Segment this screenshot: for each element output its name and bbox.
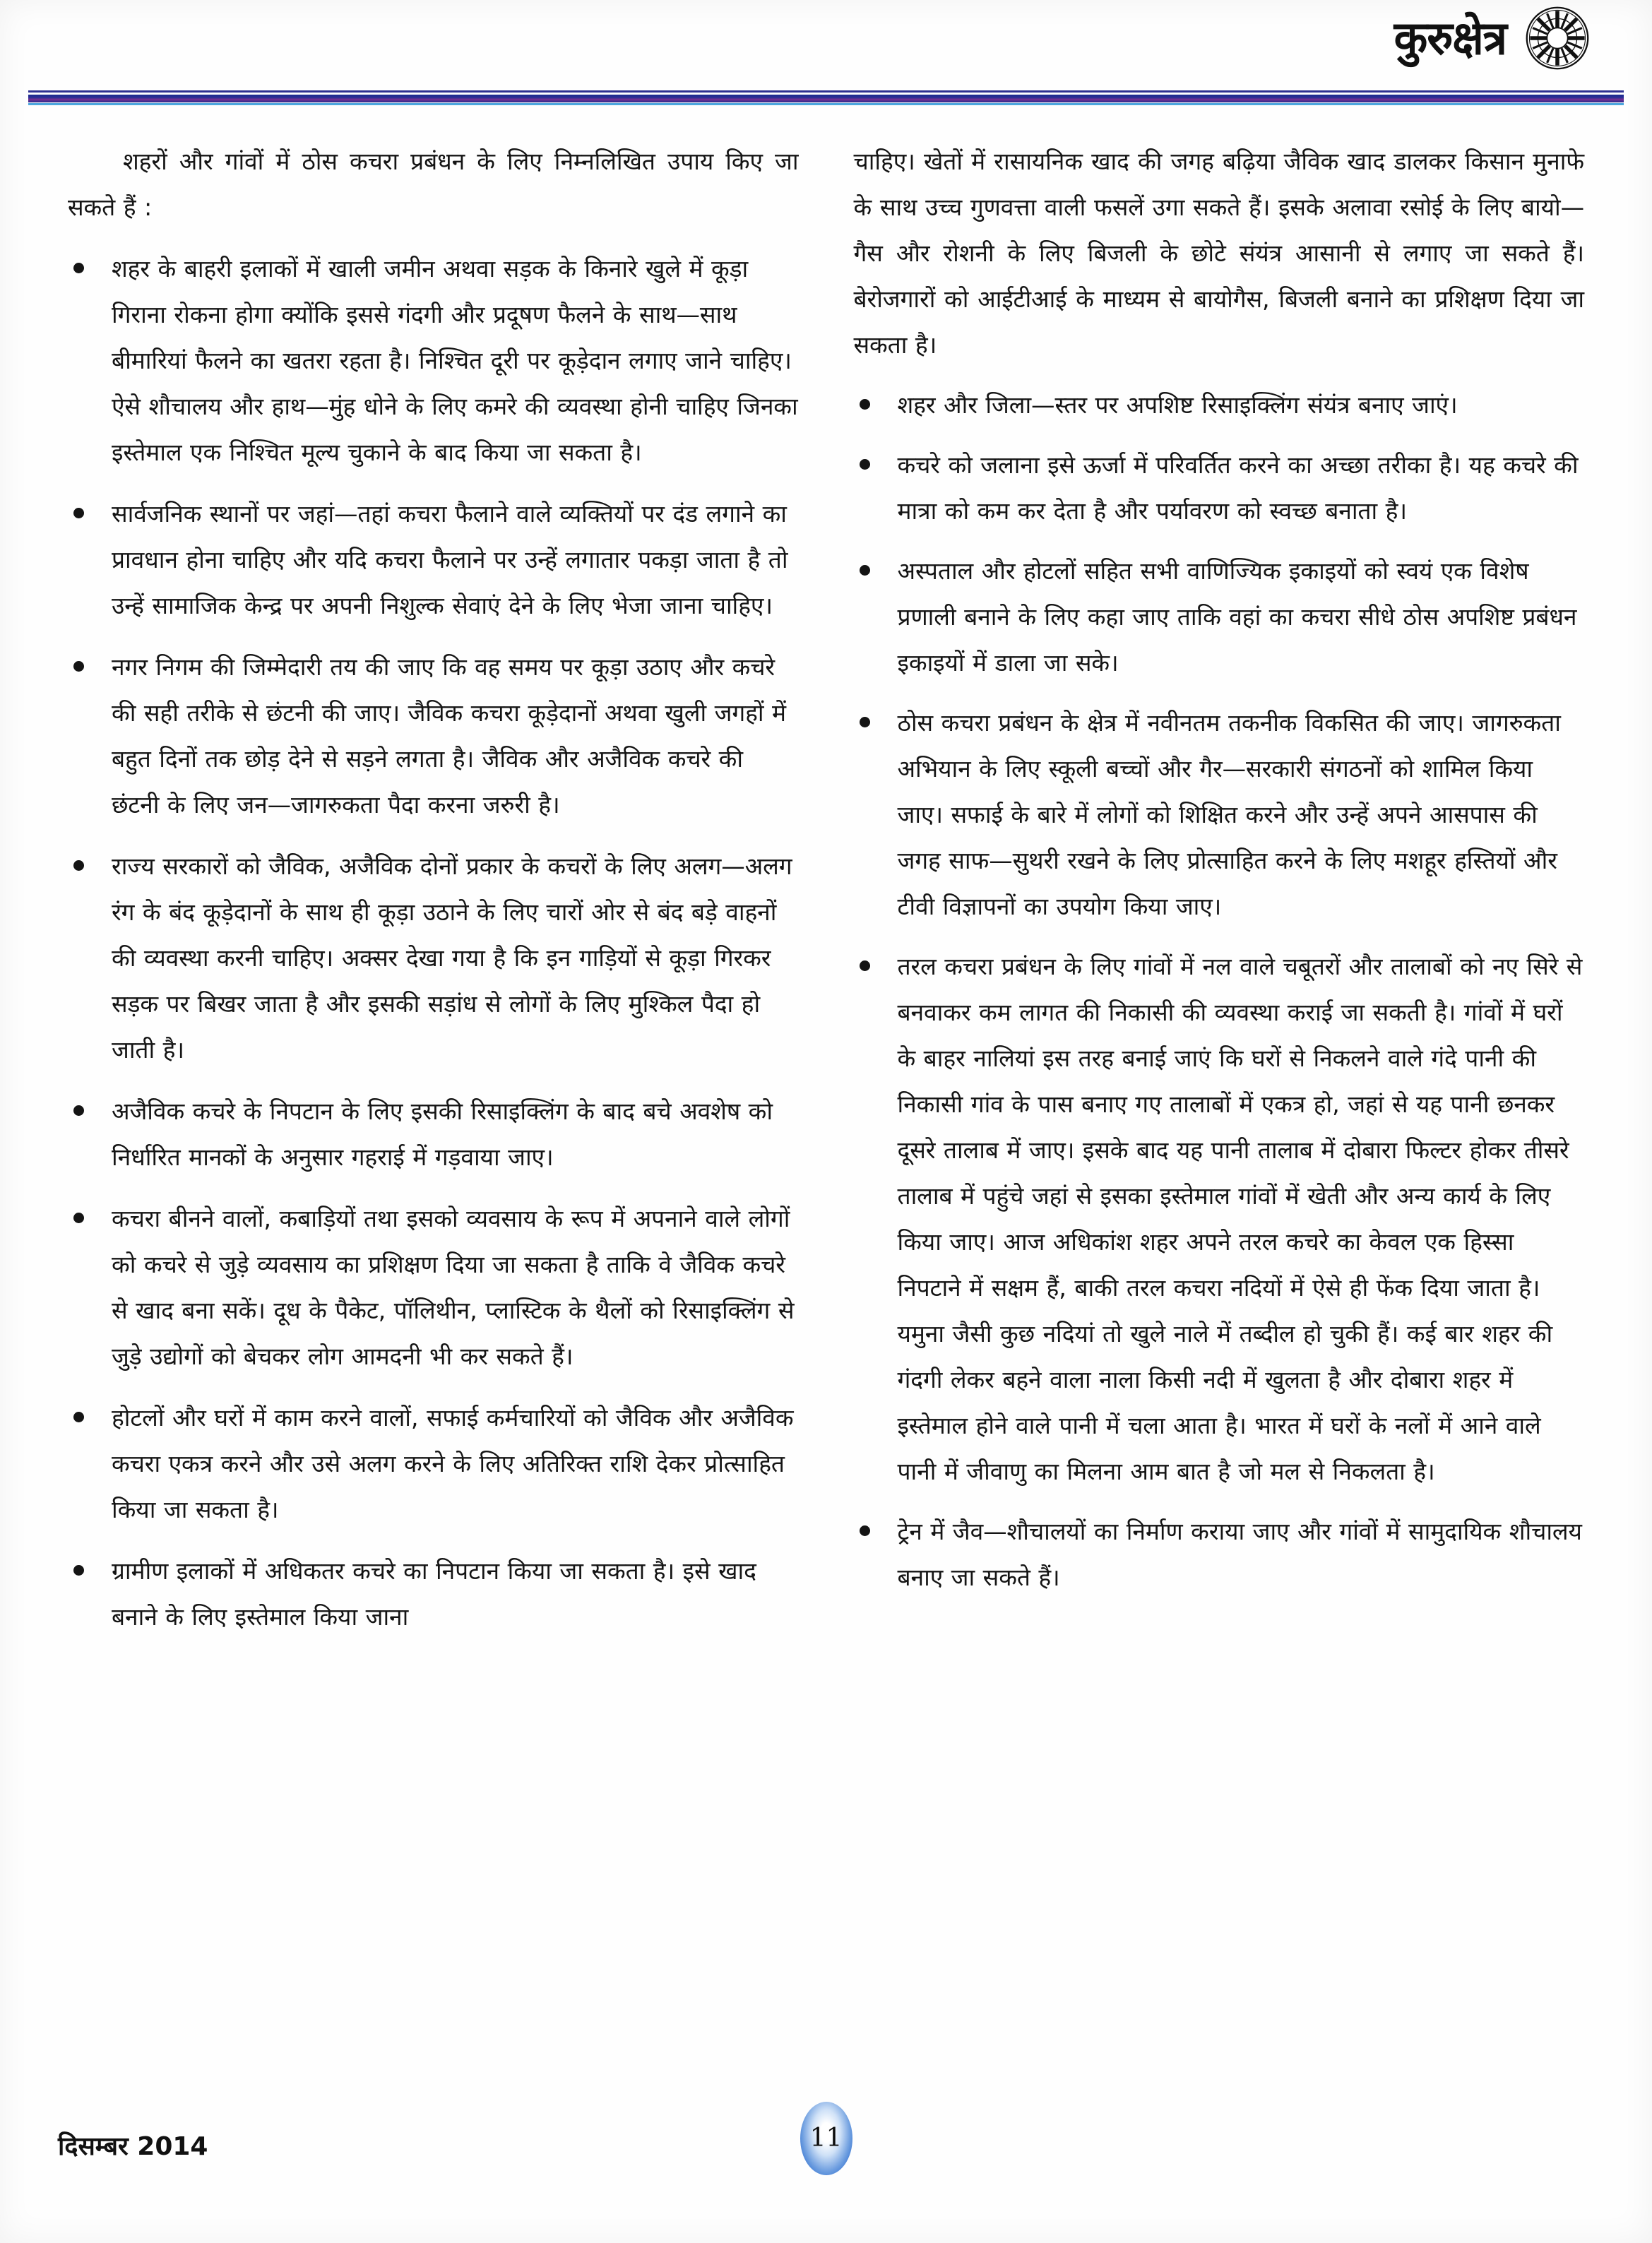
list-item-text: शहर के बाहरी इलाकों में खाली जमीन अथवा सड़क के किनारे खुले में कूड़ा गिराना रोकना होगा क्योंकि इससे गंदगी और प्रदूषण फैलने के साथ—साथ बीमारियां फैलने का खतरा रहता है। निश्चित दूरी पर कूड़ेदान लगाए जाने चाहिए। ऐसे शौचालय और हाथ—मुंह धोने के लिए कमरे की व्यवस्था होनी चाहिए जिनका इस्तेमाल एक निश्चित मूल्य चुकाने के बाद किया जा सकता है। — [112, 255, 798, 466]
list-item-text: ट्रेन में जैव—शौचालयों का निर्माण कराया जाए और गांवों में सामुदायिक शौचालय बनाए जा सकते हैं। — [897, 1518, 1582, 1591]
masthead — [0, 0, 1652, 93]
list-item-text: अजैविक कचरे के निपटान के लिए इसकी रिसाइक्लिंग के बाद बचे अवशेष को निर्धारित मानकों के अनुसार गहराई में गड़वाया जाए। — [112, 1097, 773, 1171]
list-item-text: कचरा बीनने वालों, कबाड़ियों तथा इसको व्यवसाय के रूप में अपनाने वाले लोगों को कचरे से जुड़े व्यवसाय का प्रशिक्षण दिया जा सकता है ताकि वे जैविक कचरे से खाद बना सकें। दूध के पैकेट, पॉलिथीन, प्लास्टिक के थैलों को रिसाइक्लिंग से जुड़े उद्योगों को बेचकर लोग आमदनी भी कर सकते हैं। — [112, 1205, 795, 1370]
list-item — [68, 246, 799, 475]
bullet-dot-icon — [73, 661, 84, 672]
list-item-text: तरल कचरा प्रबंधन के लिए गांवों में नल वाले चबूतरों और तालाबों को नए सिरे से बनवाकर कम लागत की निकासी की व्यवस्था कराई जा सकती है। गांवों में घरों के बाहर नालियां इस तरह बनाई जाएं कि घरों से निकलने वाले गंदे पानी की निकासी गांव के पास बनाए गए तालाबों में एकत्र हो, जहां से यह पानी छनकर दूसरे तालाब में जाए। इसके बाद यह पानी तालाब में दोबारा फिल्टर होकर तीसरे तालाब में पहुंचे जहां से इसका इस्तेमाल गांवों में खेती और अन्य कार्य के लिए किया जाए। आज अधिकांश शहर अपने तरल कचरे का केवल एक हिस्सा निपटाने में सक्षम हैं, बाकी तरल कचरा नदियों में ऐसे ही फेंक दिया जाता है। यमुना जैसी कुछ नदियां तो खुले नाले में तब्दील हो चुकी हैं। कई बार शहर की गंदगी लेकर बहने वाला नाला किसी नदी में खुलता है और दोबारा शहर में इस्तेमाल होने वाले पानी में चला आता है। भारत में घरों के नलों में आने वाले पानी में जीवाणु का मिलना आम बात है जो मल से निकलता है। — [897, 953, 1583, 1485]
left-column — [68, 138, 799, 2038]
bullet-dot-icon — [860, 1525, 870, 1536]
list-item-text: होटलों और घरों में काम करने वालों, सफाई कर्मचारियों को जैविक और अजैविक कचरा एकत्र करने और उसे अलग करने के लिए अतिरिक्त राशि देकर प्रोत्साहित किया जा सकता है। — [112, 1404, 794, 1523]
page-number: 11 — [809, 2124, 843, 2153]
list-item-text: अस्पताल और होटलों सहित सभी वाणिज्यिक इकाइयों को स्वयं एक विशेष प्रणाली बनाने के लिए कहा जाए ताकि वहां का कचरा सीधे ठोस अपशिष्ट प्रबंधन इकाइयों में डाला जा सके। — [897, 557, 1577, 677]
list-item-text: कचरे को जलाना इसे ऊर्जा में परिवर्तित करने का अच्छा तरीका है। यह कचरे की मात्रा को कम कर देता है और पर्यावरण को स्वच्छ बनाता है। — [897, 451, 1579, 525]
circular-chakra-emblem-icon — [1525, 6, 1590, 71]
list-item — [854, 700, 1585, 929]
list-item — [68, 1088, 799, 1180]
bullet-dot-icon — [73, 1105, 84, 1116]
list-item — [68, 491, 799, 629]
list-item-text: सार्वजनिक स्थानों पर जहां—तहां कचरा फैलाने वाले व्यक्तियों पर दंड लगाने का प्रावधान होना चाहिए और यदि कचरा फैलाने पर उन्हें लगातार पकड़ा जाता है तो उन्हें सामाजिक केन्द्र पर अपनी निशुल्क सेवाएं देने के लिए भेजा जाना चाहिए। — [112, 500, 788, 619]
header-rule — [28, 90, 1624, 106]
list-item — [68, 1548, 799, 1640]
list-item-text: नगर निगम की जिम्मेदारी तय की जाए कि वह समय पर कूड़ा उठाए और कचरे की सही तरीके से छंटनी की जाए। जैविक कचरा कूड़ेदानों अथवा खुली जगहों में बहुत दिनों तक छोड़ देने से सड़ने लगता है। जैविक और अजैविक कचरे की छंटनी के लिए जन—जागरुकता पैदा करना जरुरी है। — [112, 653, 786, 819]
list-item — [68, 1196, 799, 1379]
issue-date: दिसम्बर 2014 — [58, 2132, 208, 2161]
bullet-dot-icon — [860, 565, 870, 576]
continuation-paragraph: चाहिए। खेतों में रासायनिक खाद की जगह बढ़िया जैविक खाद डालकर किसान मुनाफे के साथ उच्च गुणवत्ता वाली फसलें उगा सकते हैं। इसके अलावा रसोई के लिए बायो—गैस और रोशनी के लिए बिजली के छोटे संयंत्र आसानी से लगाए जा सकते हैं। बेरोजगारों को आईटीआई के माध्यम से बायोगैस, बिजली बनाने का प्रशिक्षण दिया जा सकता है। — [853, 148, 1584, 359]
bullet-dot-icon — [73, 263, 84, 273]
header-rule-bottom — [28, 103, 1624, 105]
bullet-dot-icon — [860, 459, 870, 470]
bullet-dot-icon — [73, 860, 84, 871]
bullet-dot-icon — [860, 717, 870, 727]
masthead-brand — [1394, 6, 1590, 71]
list-item-text: राज्य सरकारों को जैविक, अजैविक दोनों प्रकार के कचरों के लिए अलग—अलग रंग के बंद कूड़ेदानों के साथ ही कूड़ा उठाने के लिए चारों ओर से बंद बड़े वाहनों की व्यवस्था करनी चाहिए। अक्सर देखा गया है कि इन गाड़ियों से कूड़ा गिरकर सड़क पर बिखर जाता है और इसकी सड़ांध से लोगों के लिए मुश्किल पैदा हो जाती है। — [112, 852, 792, 1064]
right-column — [854, 138, 1585, 2038]
page-footer — [51, 2090, 1601, 2175]
list-item-text: ग्रामीण इलाकों में अधिकतर कचरे का निपटान किया जा सकता है। इसे खाद बनाने के लिए इस्तेमाल किया जाना — [112, 1557, 756, 1631]
bullet-dot-icon — [860, 399, 870, 410]
bullet-dot-icon — [73, 1213, 84, 1223]
list-item — [854, 1509, 1585, 1600]
list-item — [854, 382, 1585, 428]
header-rule-top — [28, 90, 1624, 93]
list-item — [854, 548, 1585, 686]
left-column-bullet-list — [68, 246, 799, 1640]
intro-paragraph: शहरों और गांवों में ठोस कचरा प्रबंधन के लिए निम्नलिखित उपाय किए जा सकते हैं : — [68, 148, 799, 221]
bullet-dot-icon — [73, 508, 84, 518]
page-number-badge — [800, 2102, 852, 2175]
bullet-dot-icon — [73, 1412, 84, 1422]
article-body — [68, 138, 1584, 2038]
right-column-bullet-list — [854, 382, 1585, 1600]
bullet-dot-icon — [73, 1565, 84, 1576]
list-item — [68, 1395, 799, 1533]
list-item — [854, 944, 1585, 1494]
list-item — [68, 843, 799, 1073]
list-item-text: शहर और जिला—स्तर पर अपशिष्ट रिसाइक्लिंग संयंत्र बनाए जाएं। — [897, 391, 1458, 419]
list-item — [854, 442, 1585, 534]
list-item-text: ठोस कचरा प्रबंधन के क्षेत्र में नवीनतम तकनीक विकसित की जाए। जागरुकता अभियान के लिए स्कूली बच्चों और गैर—सरकारी संगठनों को शामिल किया जाए। सफाई के बारे में लोगों को शिक्षित करने और उन्हें अपने आसपास की जगह साफ—सुथरी रखने के लिए प्रोत्साहित करने के लिए मशहूर हस्तियों और टीवी विज्ञापनों का उपयोग किया जाए। — [897, 709, 1561, 920]
list-item — [68, 644, 799, 828]
magazine-title: कुरुक्षेत्र — [1393, 10, 1507, 66]
bullet-dot-icon — [860, 960, 870, 971]
header-rule-thick — [28, 95, 1624, 102]
